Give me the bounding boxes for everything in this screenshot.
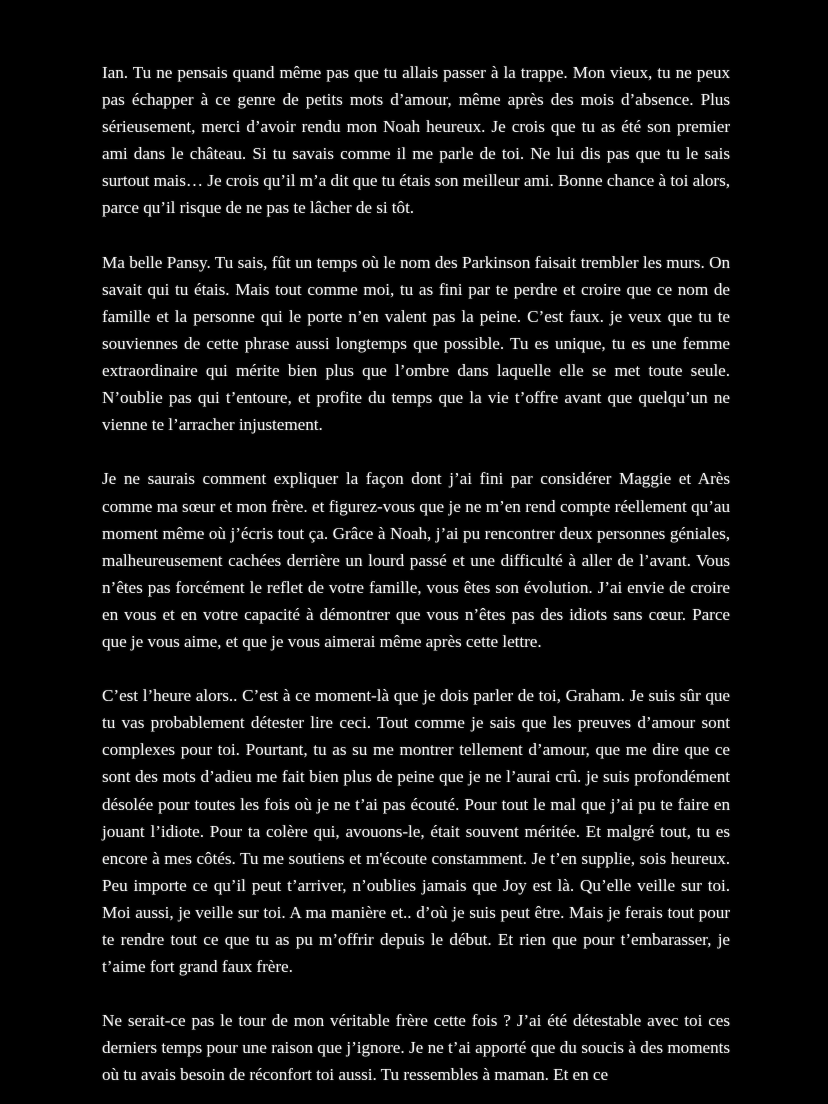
paragraph-maggie-ares: Je ne saurais comment expliquer la façon dont j’ai fini par considérer Maggie et Arès comme ma sœur et mon frère. et figurez-vous que je ne m’en rend compte réellement qu’au moment même où j’écris tout ça. Grâce à Noah, j’ai pu rencontrer deux personnes géniales, malheureusement cachées derrière un lourd passé et une difficulté à aller de l’avant. Vous n’êtes pas forcément le reflet de votre famille, vous êtes son évolution. J’ai envie de croire en vous et en votre capacité à démontrer que vous n’êtes pas des idiots sans cœur. Parce que je vous aime, et que je vous aimerai même après cette lettre.	[102, 469, 730, 651]
paragraph-graham: C’est l’heure alors.. C’est à ce moment-là que je dois parler de toi, Graham. Je suis sûr que tu vas probablement détester lire ceci. Tout comme je sais que les preuves d’amour sont complexes pour toi. Pourtant, tu as su me montrer tellement d’amour, que me dire que ce sont des mots d’adieu me fait bien plus de peine que je ne l’aurai crû. je suis profondément désolée pour toutes les fois où je ne t’ai pas écouté. Pour tout le mal que j’ai pu te faire en jouant l’idiote. Pour ta colère qui, avouons-le, était souvent méritée. Et malgré tout, tu es encore à mes côtés. Tu me soutiens et m'écoute constamment. Je t’en supplie, sois heureux. Peu importe ce qu’il peut t’arriver, n’oublies jamais que Joy est là. Qu’elle veille sur toi. Moi aussi, je veille sur toi. A ma manière et.. d’où je suis peut être. Mais je ferais tout pour te rendre tout ce que tu as pu m’offrir depuis le début. Et rien que pour t’embarasser, je t’aime fort grand faux frère.	[102, 686, 730, 977]
paragraph-ian: Ian. Tu ne pensais quand même pas que tu allais passer à la trappe. Mon vieux, tu ne peux pas échapper à ce genre de petits mots d’amour, même après des mois d’absence. Plus sérieusement, merci d’avoir rendu mon Noah heureux. Je crois que tu as été son premier ami dans le château. Si tu savais comme il me parle de toi. Ne lui dis pas que tu le sais surtout mais… Je crois qu’il m’a dit que tu étais son meilleur ami. Bonne chance à toi alors, parce qu’il risque de ne pas te lâcher de si tôt.	[102, 63, 730, 218]
letter-body	[102, 59, 730, 1089]
paragraph-pansy: Ma belle Pansy. Tu sais, fût un temps où le nom des Parkinson faisait trembler les murs. On savait qui tu étais. Mais tout comme moi, tu as fini par te perdre et croire que ce nom de famille et la personne qui le porte n’en valent pas la peine. C’est faux. je veux que tu te souviennes de cette phrase aussi longtemps que possible. Tu es unique, tu es une femme extraordinaire qui mérite bien plus que l’ombre dans laquelle elle se met toute seule. N’oublie pas qui t’entoure, et profite du temps que la vie t’offre avant que quelqu’un ne vienne te l’arracher injustement.	[102, 252, 730, 435]
paragraph-brother: Ne serait-ce pas le tour de mon véritable frère cette fois ? J’ai été détestable avec toi ces derniers temps pour une raison que j’ignore. Je ne t’ai apporté que du soucis à des moments où tu avais besoin de réconfort toi aussi. Tu ressembles à maman. Et en ce	[102, 1011, 730, 1085]
